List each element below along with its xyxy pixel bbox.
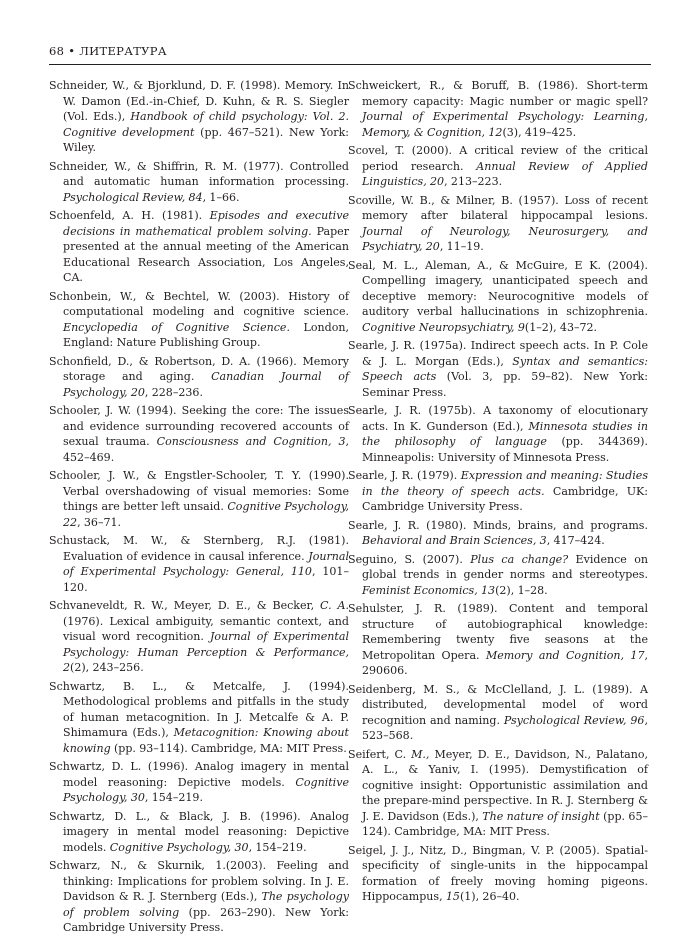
reference-text: Schneider, W., & Shiffrin, R. M. (1977). Controlled and automatic human information processing. [49,159,349,188]
reference-italic: Behavioral and Brain Sciences, 3 [362,534,547,547]
reference-text: , 213–223. [444,175,503,188]
reference-text: (Vol. 3, pp. 59–82). New York: Seminar Press. [362,370,648,399]
reference-text: Searle, J. R. (1975b). A taxonomy of elocutionary acts. In K. Gunderson (Ed.), [348,404,648,433]
reference-italic: Consciousness and Cognition, 3 [156,435,346,448]
left-column [49,78,349,939]
reference-entry [348,403,648,465]
reference-entry [348,601,648,679]
running-title: ЛИТЕРАТУРА [79,44,167,58]
reference-text: Searle, J. R. (1980). Minds, brains, and programs. [348,518,648,532]
running-header [49,44,651,64]
reference-text: Schwartz, D. L. (1996). Analog imagery in mental model reasoning: Depictive models. [49,760,349,789]
reference-text: Schonfield, D., & Robertson, D. A. (1966). Memory storage and aging. [49,354,349,383]
reference-text: , 290606. [362,648,648,677]
reference-text: (pp. 65–124). Cambridge, MA: MIT Press. [362,809,648,838]
reference-entry [348,682,648,744]
reference-entry [49,354,349,401]
reference-text: (1976). Lexical ambiguity, semantic context, and visual word recognition. [63,614,349,643]
reference-entry [49,403,349,465]
reference-text: Evidence on global trends in gender norms and stereotypes. [362,552,648,581]
reference-italic: Canadian Journal of Psychology, 20 [63,370,349,399]
reference-text: Schwarz, N., & Skurnik, 1.(2003). Feeling and thinking: Implications for problem solving. In J. E. Davidson & R. J. Sternberg (Eds.), [49,859,349,903]
reference-italic: Plus ca change? [470,552,569,566]
reference-italic: 15 [445,890,460,903]
reference-text: Schweickert, R., & Boruff, B. (1986). Short-term memory capacity: Magic number or magic spell? [348,79,648,108]
reference-italic: Cognitive Psychology, 30 [109,840,249,854]
reference-entry [348,747,648,840]
reference-text: , 228–236. [144,385,203,399]
reference-italic: Psychological Review, 84 [63,190,203,204]
reference-entry [348,468,648,515]
reference-text: Schvaneveldt, R. W., Meyer, D. E., & Becker, [49,599,321,612]
reference-italic: The nature of insight [482,809,600,823]
reference-text: Scoville, W. B., & Milner, B. (1957). Loss of recent memory after bilateral hippocampal lesions. [348,193,648,222]
reference-entry [49,78,349,156]
header-separator: • [68,44,76,58]
reference-text: (1–2), 43–72. [524,320,598,334]
reference-text: Schoenfeld, A. H. (1981). [49,209,210,222]
reference-text: Schooler, J. W. (1994). Seeking the core: The issues and evidence surrounding recovered accounts of sexual trauma. [49,404,349,448]
reference-text: (1), 26–40. [459,890,520,903]
reference-text: (pp. 263–290). New York: Cambridge University Press. [63,905,349,934]
reference-text: (3), 419–425. [502,125,577,139]
reference-text: , 101–120. [63,565,349,594]
reference-text: (pp. 344369). Minneapolis: University of Minnesota Press. [362,435,648,464]
reference-italic: Annual Review of Applied Linguistics, 20 [362,159,648,188]
reference-text: (2), 1–28. [495,583,548,597]
reference-italic: Expression and meaning: Studies in the theory of speech acts. [362,469,648,498]
reference-text: Seidenberg, M. S., & McClelland, J. L. (1989). A distributed, developmental model of word recognition and naming. [348,682,648,727]
reference-entry [348,338,648,400]
reference-text: Schneider, W., & Bjorklund, D. F. (1998). Memory. In W. Damon (Ed.-in-Chief, D. Kuhn, & R. S. Siegler (Vol. Eds.), [49,79,349,123]
reference-text: Seal, M. L., Aleman, A., & McGuire, E K. (2004). Compelling imagery, unanticipated speech and deceptive memory: Neurocognitive models of auditory verbal hallucinations in schizophrenia. [348,258,648,318]
reference-entry [49,759,349,806]
reference-text: , 36–71. [77,515,122,529]
reference-text: Cambridge, UK: Cambridge University Press. [362,484,649,513]
reference-text: Meyer, D. E., Davidson, N., Palatano, A. L., & Yaniv, I. (1995). Demystification of cognitive insight: Opportunistic assimilation and the prepare-mind perspective. In R. J. Sternberg & J. E. Davidson (Eds.), [362,747,648,823]
reference-text: Schustack, M. W., & Sternberg, R.J. (1981). Evaluation of evidence in causal inference. [49,534,349,563]
reference-text: Seigel, J. J., Nitz, D., Bingman, V. P. (2005). Spatial-specificity of single-units in the hippocampal formation of freely moving homing pigeons. Hippocampus, [348,843,648,903]
reference-italic: Handbook of child psychology: Vol. 2. Cognitive development [63,110,349,139]
page-number: 68 [49,44,65,58]
reference-text: Searle, J. R. (1979). [348,469,461,482]
reference-italic: Cognitive Psychology, 22 [63,500,349,529]
reference-entry [49,679,349,757]
reference-entry [49,208,349,286]
reference-entry [49,858,349,936]
reference-text: Seguino, S. (2007). [348,552,471,566]
reference-italic: Memory and Cognition, 17 [485,648,645,662]
reference-italic: M., [411,747,430,761]
reference-text: Schooler, J. W., & Engstler-Schooler, T. Y. (1990). Verbal overshadowing of visual memories: Some things are better left unsaid. [49,469,349,513]
reference-italic: Journal of Experimental Psychology: Learning, Memory, & Cognition, 12 [362,110,648,139]
reference-text: , 1–66. [202,190,240,204]
reference-italic: C. A. [320,599,350,612]
reference-italic: Feminist Economics, 13 [362,583,496,597]
reference-italic: Psychological Review, 96 [503,713,645,727]
reference-italic: Cognitive Neuropsychiatry, 9 [362,320,525,334]
reference-italic: Encyclopedia of Cognitive Science. [63,320,290,334]
reference-entry [49,533,349,595]
reference-text: Schonbein, W., & Bechtel, W. (2003). History of computational modeling and cognitive science. [49,289,349,318]
right-column [348,78,648,908]
reference-text: Schwartz, D. L., & Black, J. B. (1996). Analog imagery in mental model reasoning: Depictive models. [49,809,349,854]
reference-italic: Metacognition: Knowing about knowing [63,726,349,755]
reference-text: , 154–219. [248,840,307,854]
reference-entry [348,518,648,549]
reference-text: Scovel, T. (2000). A critical review of the critical period research. [348,144,648,173]
reference-text: Sehulster, J. R. (1989). Content and temporal structure of autobiographical knowledge: Remembering twenty five seasons at the Metropolitan Opera. [348,602,648,662]
reference-text: Schwartz, B. L., & Metcalfe, J. (1994). Methodological problems and pitfalls in the study of human metacognition. In J. Metcalfe & A. P. Shimamura (Eds.), [49,679,349,739]
reference-text: , 154–219. [144,791,203,804]
reference-entry [49,809,349,856]
reference-entry [348,843,648,905]
reference-entry [348,552,648,599]
reference-text: Seifert, C. [348,747,412,761]
reference-text: Paper presented at the annual meeting of the American Educational Research Association, Los Angeles, CA. [63,224,349,284]
reference-text: London, England: Nature Publishing Group. [63,320,350,349]
reference-italic: Episodes and executive decisions in mathematical problem solving. [63,209,349,238]
reference-entry [49,159,349,206]
reference-italic: Journal of Experimental Psychology: General, 110 [63,549,349,578]
reference-italic: Journal of Neurology, Neurosurgery, and Psychiatry, 20 [362,224,648,253]
reference-italic: Journal of Experimental Psychology: Human Perception & Performance, 2 [63,630,349,674]
reference-text: , 417–424. [546,534,605,547]
reference-text: (pp. 93–114). Cambridge, MA: MIT Press. [110,741,347,755]
reference-text: (pp. 467–521). New York: Wiley. [63,125,349,154]
reference-text: Searle, J. R. (1975a). Indirect speech acts. In P. Cole & J. L. Morgan (Eds.), [348,339,648,368]
reference-entry [348,193,648,255]
reference-text: , 523–568. [362,713,648,742]
reference-text: , 452–469. [63,435,349,464]
reference-italic: The psychology of problem solving [63,890,350,919]
reference-entry [348,258,648,336]
reference-italic: Minnesota studies in the philosophy of language [362,419,648,448]
reference-entry [348,78,648,140]
reference-text: (2), 243–256. [70,661,144,674]
reference-entry [348,143,648,190]
reference-entry [49,598,349,676]
reference-italic: Cognitive Psychology, 30 [63,775,349,804]
reference-text: , 11–19. [439,240,484,253]
reference-entry [49,289,349,351]
header-rule [49,64,651,65]
reference-entry [49,468,349,530]
reference-italic: Syntax and semantics: Speech acts [362,354,648,383]
